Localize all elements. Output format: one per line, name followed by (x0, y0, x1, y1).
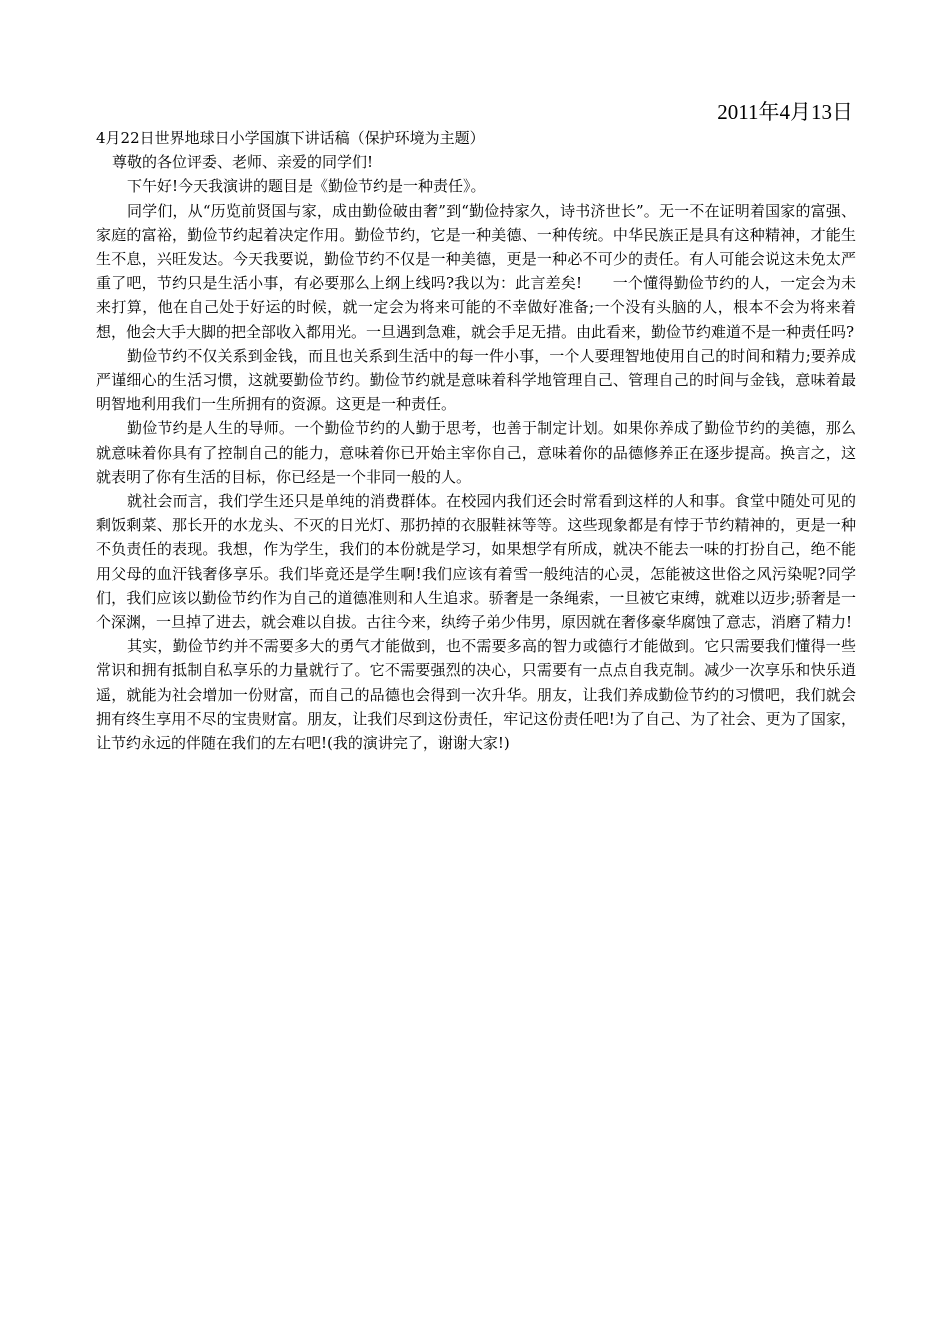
paragraph-conclusion: 其实，勤俭节约并不需要多大的勇气才能做到，也不需要多高的智力或德行才能做到。它只需要我们懂得一些常识和拥有抵制自私享乐的力量就行了。它不需要强烈的决心，只需要有一点点自我克制。减少一次享乐和快乐逍遥，就能为社会增加一份财富，而自己的品德也会得到一次升华。朋友，让我们养成勤俭节约的习惯吧，我们就会拥有终生享用不尽的宝贵财富。朋友，让我们尽到这份责任，牢记这份责任吧!为了自己、为了社会、更为了国家，让节约永远的伴随在我们的左右吧!(我的演讲完了，谢谢大家!) (96, 637, 856, 753)
document-body (96, 126, 856, 755)
document-date: 2011年4月13日 (717, 100, 853, 124)
paragraph-time-and-money: 勤俭节约不仅关系到金钱，而且也关系到生活中的每一件小事，一个人要理智地使用自己的时间和精力;要养成严谨细心的生活习惯，这就要勤俭节约。勤俭节约就是意味着科学地管理自己、管理自己的时间与金钱，意味着最明智地利用我们一生所拥有的资源。这更是一种责任。 (96, 346, 856, 414)
paragraph-introduction: 同学们，从“历览前贤国与家，成由勤俭破由奢”到“勤俭持家久，诗书济世长”。无一不在证明着国家的富强、家庭的富裕，勤俭节约起着决定作用。勤俭节约，它是一种美德、一种传统。中华民族正是具有这种精神，才能生生不息，兴旺发达。今天我要说，勤俭节约不仅是一种美德，更是一种必不可少的责任。有人可能会说这未免太严重了吧，节约只是生活小事，有必要那么上纲上线吗?我以为：此言差矣! 一个懂得勤俭节约的人，一定会为未来打算，他在自己处于好运的时候，就一定会为将来可能的不幸做好准备;一个没有头脑的人，根本不会为将来着想，他会大手大脚的把全部收入都用光。一旦遇到急难，就会手足无措。由此看来，勤俭节约难道不是一种责任吗? (96, 201, 856, 341)
document-title: 4月22日世界地球日小学国旗下讲话稿（保护环境为主题） (96, 129, 485, 147)
paragraph-life-mentor: 勤俭节约是人生的导师。一个勤俭节约的人勤于思考，也善于制定计划。如果你养成了勤俭节约的美德，那么就意味着你具有了控制自己的能力，意味着你已开始主宰你自己，意味着你的品德修养正在逐步提高。换言之，这就表明了你有生活的目标，你已经是一个非同一般的人。 (96, 419, 856, 486)
salutation: 尊敬的各位评委、老师、亲爱的同学们! (112, 153, 374, 172)
paragraph-greeting: 下午好!今天我演讲的题目是《勤俭节约是一种责任》。 (127, 177, 486, 196)
paragraph-society: 就社会而言，我们学生还只是单纯的消费群体。在校园内我们还会时常看到这样的人和事。食堂中随处可见的剩饭剩菜、那长开的水龙头、不灭的日光灯、那扔掉的衣服鞋袜等等。这些现象都是有悖于节约精神的，更是一种不负责任的表现。我想，作为学生，我们的本份就是学习，如果想学有所成，就决不能去一味的打扮自己，绝不能用父母的血汗钱奢侈享乐。我们毕竟还是学生啊!我们应该有着雪一般纯洁的心灵，怎能被这世俗之风污染呢?同学们，我们应该以勤俭节约作为自己的道德准则和人生追求。骄奢是一条绳索，一旦被它束缚，就难以迈步;骄奢是一个深渊，一旦掉了进去，就会难以自拔。古往今来，纨绔子弟少伟男，原因就在奢侈豪华腐蚀了意志，消磨了精力! (96, 492, 856, 632)
